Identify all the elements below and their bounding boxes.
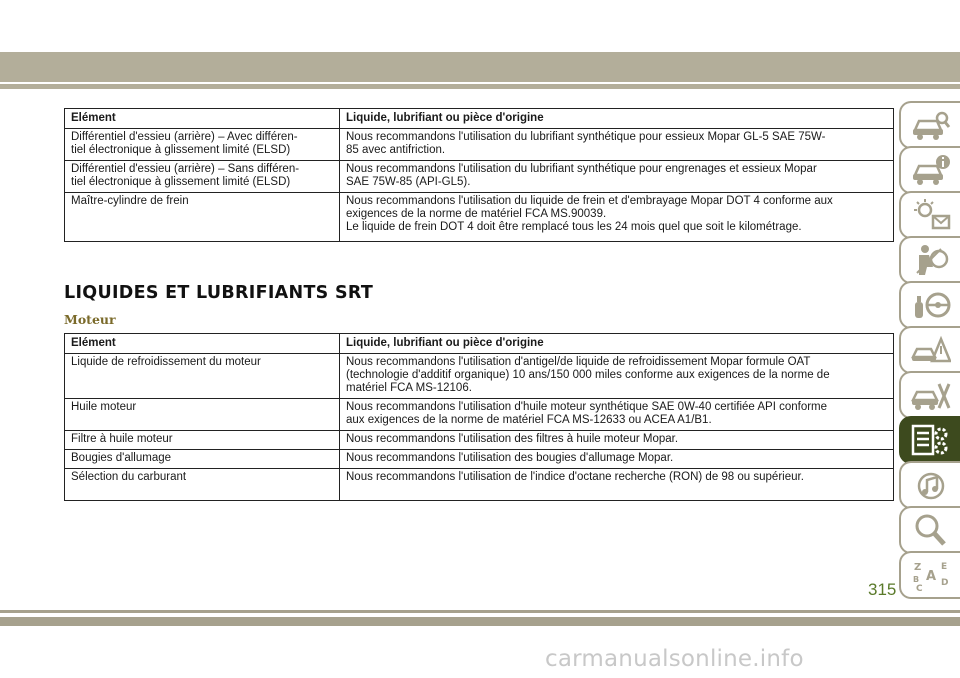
table-row xyxy=(65,469,894,501)
svg-text:C: C xyxy=(915,584,923,592)
element-cell: Maître-cylindre de frein xyxy=(65,193,340,242)
column-header-element: Elément xyxy=(65,109,340,129)
fluid-cell: Nous recommandons l'utilisation d'huile moteur synthétique SAE 0W-40 certifiée API conforme aux exigences de la norme de matériel FCA MS-12633 ou ACEA A1/B1. xyxy=(340,399,894,431)
tab-alphabetical-index[interactable] xyxy=(899,551,960,599)
page-number: 315 xyxy=(868,580,897,599)
element-cell: Liquide de refroidissement du moteur xyxy=(65,354,340,399)
tab-roadside[interactable] xyxy=(899,326,960,374)
engine-fluids-table xyxy=(64,333,894,501)
table-row xyxy=(65,354,894,399)
fluid-cell: Nous recommandons l'utilisation de l'indice d'octane recherche (RON) de 98 ou supérieur. xyxy=(340,469,894,501)
table-row xyxy=(65,161,894,193)
subsection-title: Moteur xyxy=(64,312,116,327)
tab-car-search[interactable] xyxy=(899,101,960,149)
tab-warning-lights[interactable] xyxy=(899,191,960,239)
table-row xyxy=(65,193,894,242)
car-search-icon xyxy=(911,108,951,142)
multimedia-icon xyxy=(911,468,951,502)
element-cell: Différentiel d'essieu (arrière) – Avec différen- tiel électronique à glissement limité (ELSD) xyxy=(65,129,340,161)
warning-lights-icon xyxy=(911,198,951,232)
element-cell: Huile moteur xyxy=(65,399,340,431)
column-header-fluid: Liquide, lubrifiant ou pièce d'origine xyxy=(340,109,894,129)
table-row xyxy=(65,431,894,450)
tab-safety[interactable] xyxy=(899,236,960,284)
tab-multimedia[interactable] xyxy=(899,461,960,509)
fluid-cell: Nous recommandons l'utilisation d'antigel/de liquide de refroidissement Mopar formule OAT (technologie d'additif organique) 10 ans/150 000 miles conforme aux exigences de la norme de matériel FCA MS-12106. xyxy=(340,354,894,399)
tab-search[interactable] xyxy=(899,506,960,554)
tab-technical-specifications[interactable] xyxy=(899,416,960,464)
watermark: carmanualsonline.info xyxy=(545,646,804,672)
section-title: LIQUIDES ET LUBRIFIANTS SRT xyxy=(64,283,374,303)
fluid-cell: Nous recommandons l'utilisation du lubrifiant synthétique pour engrenages et essieux Mopar SAE 75W-85 (API-GL5). xyxy=(340,161,894,193)
roadside-warning-icon xyxy=(911,333,951,367)
tab-car-info[interactable] xyxy=(899,146,960,194)
fluid-cell: Nous recommandons l'utilisation du lubrifiant synthétique pour essieux Mopar GL-5 SAE 75W- 85 avec antifriction. xyxy=(340,129,894,161)
table-row xyxy=(65,450,894,469)
svg-text:D: D xyxy=(940,578,948,588)
footer-band xyxy=(0,617,960,626)
header-rule xyxy=(0,84,960,89)
element-cell: Bougies d'allumage xyxy=(65,450,340,469)
fluid-cell: Nous recommandons l'utilisation des bougies d'allumage Mopar. xyxy=(340,450,894,469)
svg-text:E: E xyxy=(940,562,947,572)
fluids-table xyxy=(64,108,894,242)
magnifier-index-icon xyxy=(911,513,951,547)
element-cell: Différentiel d'essieu (arrière) – Sans différen- tiel électronique à glissement limité (ELSD) xyxy=(65,161,340,193)
element-cell: Sélection du carburant xyxy=(65,469,340,501)
column-header-element: Elément xyxy=(65,334,340,354)
car-service-icon xyxy=(911,378,951,412)
car-info-icon xyxy=(911,153,951,187)
table-row xyxy=(65,399,894,431)
tab-starting-driving[interactable] xyxy=(899,281,960,329)
table-row xyxy=(65,129,894,161)
column-header-fluid: Liquide, lubrifiant ou pièce d'origine xyxy=(340,334,894,354)
fluid-cell: Nous recommandons l'utilisation des filtres à huile moteur Mopar. xyxy=(340,431,894,450)
fluid-cell: Nous recommandons l'utilisation du liquide de frein et d'embrayage Mopar DOT 4 conforme aux exigences de la norme de matériel FCA MS.90039. Le liquide de frein DOT 4 doit être remplacé tous les 24 mois quel que soit le kilométrage. xyxy=(340,193,894,242)
svg-text:Z: Z xyxy=(913,562,921,573)
tab-servicing[interactable] xyxy=(899,371,960,419)
safety-airbag-icon xyxy=(911,243,951,277)
svg-text:B: B xyxy=(912,575,919,584)
steering-wheel-icon xyxy=(911,288,951,322)
svg-text:A: A xyxy=(925,569,936,584)
header-band xyxy=(0,52,960,82)
element-cell: Filtre à huile moteur xyxy=(65,431,340,450)
technical-specs-icon xyxy=(911,423,951,457)
alphabetical-index-icon xyxy=(911,558,951,592)
footer-rule xyxy=(0,610,960,613)
